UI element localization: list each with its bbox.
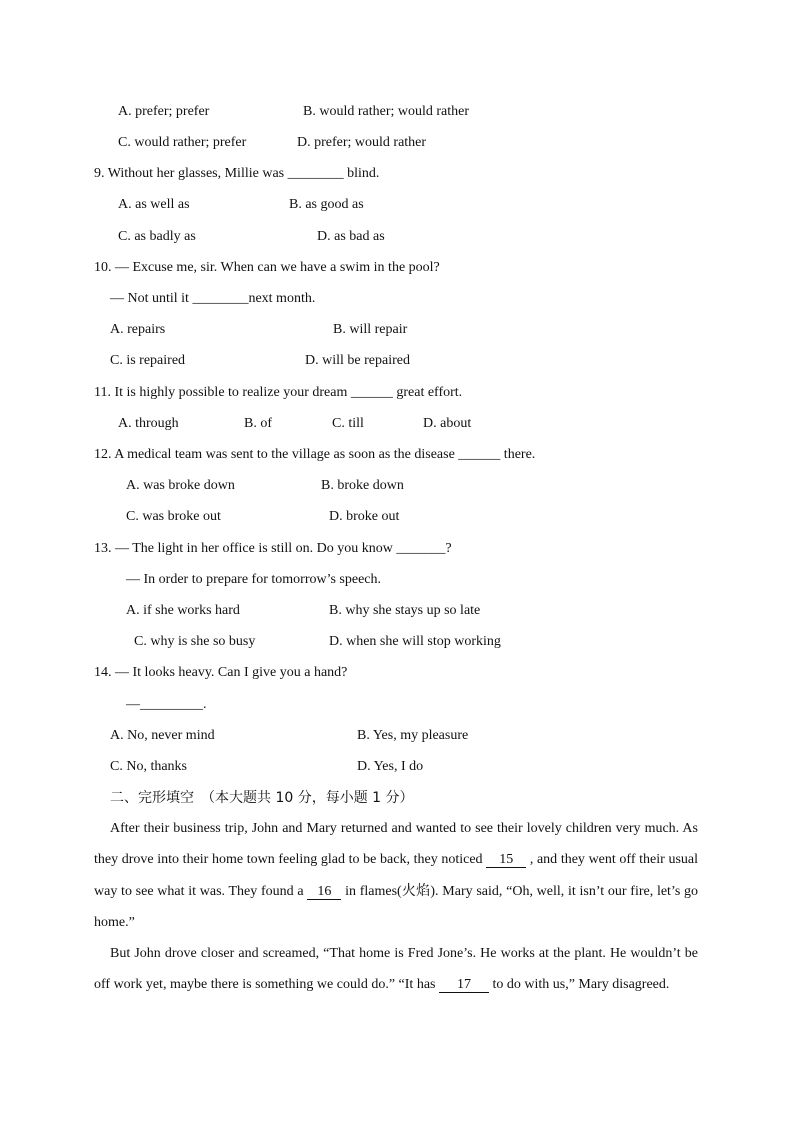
- cloze-blank-16: 16: [307, 884, 341, 900]
- q11-stem: 11. It is highly possible to realize your dream ______ great effort.: [94, 385, 463, 400]
- q13-option-a: A. if she works hard: [126, 603, 240, 618]
- cloze-blank-15: 15: [486, 852, 526, 868]
- passage-text: in flames(: [341, 883, 402, 899]
- q9-stem: 9. Without her glasses, Millie was ________ blind.: [94, 166, 380, 181]
- q13-option-b: B. why she stays up so late: [329, 603, 481, 618]
- q14-option-a: A. No, never mind: [110, 728, 215, 743]
- q11-option-b: B. of: [244, 416, 272, 431]
- q9-option-b: B. as good as: [289, 197, 364, 212]
- q12-option-b: B. broke down: [321, 478, 404, 493]
- section-heading: 二、完形填空 （本大题共 10 分，每小题 1 分）: [110, 790, 414, 806]
- q10-option-a: A. repairs: [110, 322, 166, 337]
- passage-paragraph-1: [94, 813, 698, 938]
- q9-option-c: C. as badly as: [118, 229, 196, 244]
- q14-option-d: D. Yes, I do: [357, 759, 424, 774]
- q14-stem: 14. — It looks heavy. Can I give you a hand?: [94, 665, 348, 680]
- q14-reply: —_________.: [126, 697, 207, 712]
- q8-option-c: C. would rather; prefer: [118, 135, 247, 150]
- q8-option-d: D. prefer; would rather: [297, 135, 427, 150]
- q9-option-d: D. as bad as: [317, 229, 385, 244]
- passage-text: After their business trip, John and Mary returned and wanted to see their lovely children very much. As they drove into their home town feeling glad to be back, they noticed: [94, 821, 698, 868]
- passage-paragraph-2: [94, 938, 698, 1001]
- q9-option-a: A. as well as: [118, 197, 190, 212]
- passage-text: , and they went off their usual way to see what it was. They found a: [94, 852, 698, 899]
- q10-stem: 10. — Excuse me, sir. When can we have a swim in the pool?: [94, 260, 440, 275]
- q13-stem: 13. — The light in her office is still on. Do you know _______?: [94, 541, 452, 556]
- q10-option-c: C. is repaired: [110, 353, 186, 368]
- q11-option-a: A. through: [118, 416, 179, 431]
- q10-option-b: B. will repair: [333, 322, 408, 337]
- q12-stem: 12. A medical team was sent to the village as soon as the disease ______ there.: [94, 447, 536, 462]
- passage-text: But John drove closer and screamed, “That home is Fred Jone’s. He works at the plant. He wouldn’t be off work yet, maybe there is something we could do.” “It has: [94, 946, 698, 993]
- q10-option-d: D. will be repaired: [305, 353, 410, 368]
- q14-option-c: C. No, thanks: [110, 759, 187, 774]
- q11-option-d: D. about: [423, 416, 472, 431]
- q11-option-c: C. till: [332, 416, 364, 431]
- q8-option-b: B. would rather; would rather: [303, 104, 470, 119]
- cloze-blank-17: 17: [439, 977, 489, 993]
- q14-option-b: B. Yes, my pleasure: [357, 728, 469, 743]
- q10-reply: — Not until it ________next month.: [110, 291, 316, 306]
- q13-option-c: C. why is she so busy: [134, 634, 256, 649]
- q13-reply: — In order to prepare for tomorrow’s speech.: [126, 572, 382, 587]
- q8-option-a: A. prefer; prefer: [118, 104, 210, 119]
- q12-option-d: D. broke out: [329, 509, 400, 524]
- passage-text: ). Mary said, “Oh, well, it isn’t our fire, let’s go home.”: [94, 883, 699, 930]
- passage-text: to do with us,” Mary disagreed.: [488, 977, 670, 993]
- q13-option-d: D. when she will stop working: [329, 634, 501, 649]
- q12-option-c: C. was broke out: [126, 509, 221, 524]
- passage-cjk-word: 火焰: [401, 882, 431, 899]
- q12-option-a: A. was broke down: [126, 478, 235, 493]
